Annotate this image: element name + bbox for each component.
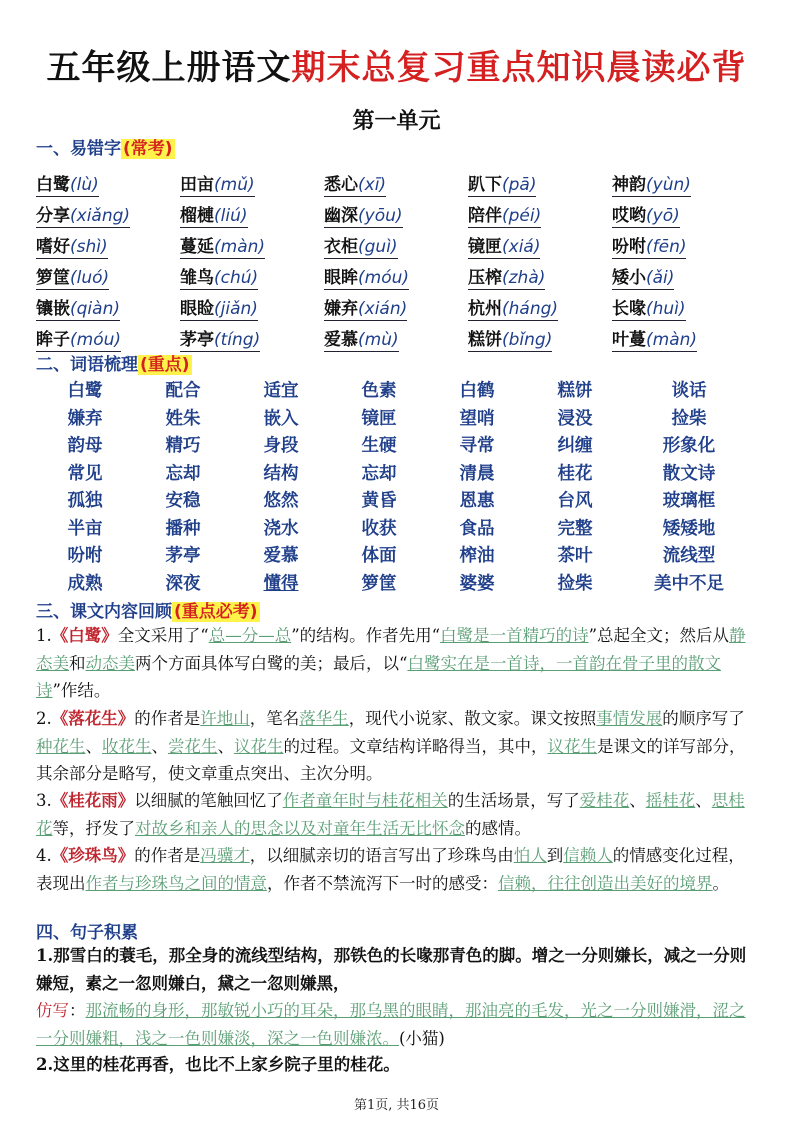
key-point: 冯骥才: [200, 846, 250, 865]
text: 的生活场景，写了: [447, 791, 580, 810]
text: 两个方面具体写白鹭的美；最后，以“: [135, 653, 408, 673]
key-point: 怕人: [513, 846, 547, 865]
vocab-word: 身段: [263, 436, 299, 457]
text: 的感情。: [465, 818, 531, 838]
char-entry: [324, 170, 468, 195]
chars-row: [36, 226, 756, 257]
vocab-word: 韵母: [67, 436, 103, 457]
text: 等，抒发了: [52, 818, 135, 838]
vocab-word: 白鹭: [67, 381, 103, 402]
text: ：: [69, 1001, 86, 1020]
char-word: 糕饼: [468, 330, 502, 350]
char-entry: [36, 170, 180, 195]
char-entry-underline: [180, 206, 248, 228]
char-pinyin: (yùn): [646, 175, 691, 195]
char-pinyin: (bǐng): [502, 330, 553, 350]
char-entry-underline: [468, 206, 541, 228]
section-label: 一、易错字: [36, 139, 121, 159]
imitation-label: 仿写: [36, 1001, 69, 1020]
char-entry: [180, 263, 324, 288]
char-entry: [612, 294, 756, 319]
section-label: 三、课文内容回顾: [36, 602, 172, 622]
vocab-word: 恩惠: [459, 491, 495, 512]
vocab-word: 桂花: [557, 463, 593, 484]
vocab-row: [36, 514, 756, 542]
char-pinyin: (màn): [646, 330, 698, 350]
char-word: 幽深: [324, 206, 358, 226]
text: 、: [629, 791, 646, 810]
vocab-word: 配合: [165, 381, 201, 402]
char-entry-underline: [468, 330, 552, 352]
char-entry-underline: [324, 206, 403, 228]
vocab-word: 捡柴: [671, 408, 707, 429]
vocab-word: 白鹤: [459, 381, 495, 402]
char-entry: [468, 263, 612, 288]
char-entry: [324, 325, 468, 350]
vocab-word: 吩咐: [67, 546, 103, 567]
char-entry: [612, 201, 756, 226]
vocab-word: 糕饼: [557, 381, 593, 402]
chars-row: [36, 319, 756, 350]
key-point: 种花生: [36, 736, 86, 756]
vocab-word: 镜匣: [361, 408, 397, 429]
char-word: 陪伴: [468, 206, 502, 226]
char-entry-underline: [180, 330, 260, 352]
key-point: 思桂花: [36, 791, 745, 838]
char-pinyin: (móu): [70, 330, 121, 350]
vocab-word: 美中不足: [654, 573, 724, 594]
char-word: 茅亭: [180, 330, 214, 350]
char-word: 嫌弃: [324, 299, 358, 319]
key-point: 议花生: [234, 736, 284, 756]
char-entry: [324, 201, 468, 226]
char-entry: [612, 325, 756, 350]
char-pinyin: (xiǎng): [70, 206, 131, 226]
char-pinyin: (luó): [70, 268, 110, 288]
chars-row: [36, 288, 756, 319]
vocab-word: 深夜: [165, 573, 201, 594]
char-entry: [468, 325, 612, 350]
char-word: 田亩: [180, 175, 214, 195]
char-entry-underline: [180, 175, 255, 197]
char-entry-underline: [612, 299, 686, 321]
char-pinyin: (háng): [502, 299, 559, 319]
vocab-word: 生硬: [361, 436, 397, 457]
char-pinyin: (fēn): [646, 237, 687, 257]
char-word: 眼眸: [324, 268, 358, 288]
char-entry-underline: [324, 299, 407, 321]
char-entry: [612, 170, 756, 195]
chars-row: [36, 195, 756, 226]
char-entry-underline: [468, 175, 536, 197]
char-entry-underline: [468, 299, 558, 321]
char-pinyin: (móu): [358, 268, 409, 288]
char-entry: [180, 232, 324, 257]
vocab-word: 茶叶: [557, 546, 593, 567]
char-word: 神韵: [612, 175, 646, 195]
char-entry: [180, 201, 324, 226]
char-entry-underline: [36, 330, 121, 352]
text: ，笔名: [249, 709, 300, 728]
char-entry-underline: [36, 175, 99, 197]
vocab-word: 箩筐: [361, 573, 397, 594]
char-entry: [324, 294, 468, 319]
lesson-title: 《白鹭》: [51, 626, 118, 645]
char-word: 镶嵌: [36, 299, 70, 319]
vocab-word: 婆婆: [459, 573, 495, 594]
error-prone-chars-grid: [36, 164, 756, 350]
text: ，现代小说家、散文家。课文按照: [348, 709, 597, 728]
vocab-word: 安稳: [165, 491, 201, 512]
char-word: 趴下: [468, 175, 502, 195]
sentence-2: 2.这里的桂花再香，也比不上家乡院子里的桂花。: [36, 1055, 400, 1074]
char-pinyin: (qiàn): [70, 299, 120, 319]
vocab-word: 流线型: [662, 546, 716, 567]
vocab-row: [36, 404, 756, 432]
char-word: 白鹭: [36, 175, 70, 195]
section-tag: (重点必考): [174, 602, 258, 622]
vocab-word: 结构: [263, 463, 299, 484]
text: 的过程。文章结构详略得当，其中，: [283, 736, 548, 756]
char-pinyin: (mǔ): [214, 175, 255, 195]
text: 。: [712, 873, 729, 893]
char-pinyin: (liú): [214, 206, 248, 226]
char-entry-underline: [324, 175, 386, 197]
char-word: 镜匣: [468, 237, 502, 257]
char-pinyin: (tíng): [214, 330, 261, 350]
vocab-word: 谈话: [671, 381, 707, 402]
char-entry: [36, 232, 180, 257]
char-entry: [468, 232, 612, 257]
vocab-word: 形象化: [662, 436, 716, 457]
char-word: 压榨: [468, 268, 502, 288]
vocab-word: 捡柴: [557, 573, 593, 594]
vocab-word: 懂得: [263, 573, 299, 594]
char-pinyin: (ǎi): [646, 268, 675, 288]
title-red-part: 期末总复习重点知识晨读必背: [291, 48, 747, 88]
char-word: 叶蔓: [612, 330, 646, 350]
char-entry-underline: [324, 237, 398, 259]
char-pinyin: (màn): [214, 237, 266, 257]
key-point: 尝花生: [168, 736, 218, 756]
text: 、: [217, 736, 234, 756]
char-entry-underline: [612, 175, 691, 197]
char-pinyin: (pā): [502, 175, 537, 195]
char-word: 爱慕: [324, 330, 358, 350]
vocab-word: 播种: [165, 518, 201, 539]
section-tag: (常考): [123, 139, 173, 159]
vocab-word: 收获: [361, 518, 397, 539]
vocab-word: 常见: [67, 463, 103, 484]
char-entry-underline: [324, 330, 399, 352]
section-heading-error-prone-chars: [36, 134, 175, 159]
lesson-title: 《珍珠鸟》: [51, 846, 135, 865]
char-entry: [612, 232, 756, 257]
item-number: 3.: [36, 791, 52, 810]
vocab-row: [36, 486, 756, 514]
char-pinyin: (yō): [646, 206, 680, 226]
char-entry-underline: [180, 299, 258, 321]
char-pinyin: (chú): [214, 268, 259, 288]
char-pinyin: (xī): [358, 175, 387, 195]
vocab-word: 食品: [459, 518, 495, 539]
key-point: 白鹭是一首精巧的诗: [440, 626, 589, 645]
char-entry: [324, 232, 468, 257]
char-entry: [180, 170, 324, 195]
char-entry-underline: [36, 268, 109, 290]
vocabulary-grid: [36, 376, 756, 596]
char-pinyin: (lù): [70, 175, 99, 195]
char-entry: [36, 263, 180, 288]
vocab-row: [36, 459, 756, 487]
char-entry: [612, 263, 756, 288]
vocab-row: [36, 569, 756, 597]
section-label: 四、句子积累: [36, 923, 138, 943]
key-point: 爱桂花: [579, 791, 630, 810]
text: 是课文的详写部分，其余部分是略写，使文章重点突出、主次分明。: [36, 736, 746, 783]
unit-heading: 第一单元: [352, 108, 441, 134]
imitation-writing: [36, 997, 758, 1052]
char-pinyin: (zhà): [502, 268, 546, 288]
page-footer: 第1页, 共16页: [353, 1098, 440, 1113]
vocab-word: 孤独: [67, 491, 103, 512]
char-entry-underline: [468, 237, 540, 259]
char-word: 嗜好: [36, 237, 70, 257]
char-pinyin: (huì): [646, 299, 686, 319]
review-paragraph-3: [36, 787, 758, 842]
key-point: 摇桂花: [645, 791, 696, 810]
key-point: 议花生: [547, 736, 597, 756]
char-entry-underline: [36, 206, 130, 228]
key-point: 动态美: [85, 653, 135, 673]
text: 、: [151, 736, 168, 756]
section-tag: (重点): [140, 355, 190, 375]
vocab-word: 色素: [361, 381, 397, 402]
char-pinyin: (shì): [70, 237, 108, 257]
vocab-row: [36, 431, 756, 459]
vocab-word: 忘却: [165, 463, 201, 484]
char-entry: [36, 201, 180, 226]
vocab-word: 寻常: [459, 436, 495, 457]
char-pinyin: (xiá): [502, 237, 541, 257]
text: 以细腻的笔触回忆了: [134, 791, 283, 810]
vocab-word: 台风: [557, 491, 593, 512]
text: ”总起全文；然后从: [588, 626, 729, 645]
char-word: 矮小: [612, 268, 646, 288]
section-heading-text-review: [36, 597, 260, 622]
review-paragraph-2: [36, 705, 758, 788]
vocab-word: 适宜: [263, 381, 299, 402]
char-word: 衣柜: [324, 237, 358, 257]
vocab-word: 茅亭: [165, 546, 201, 567]
char-word: 悉心: [324, 175, 358, 195]
char-entry-underline: [180, 268, 258, 290]
text: 、: [695, 791, 712, 810]
char-entry-underline: [612, 268, 674, 290]
char-entry-underline: [324, 268, 409, 290]
vocab-word: 黄昏: [361, 491, 397, 512]
char-entry: [180, 325, 324, 350]
char-entry-underline: [612, 330, 697, 352]
char-entry: [468, 201, 612, 226]
char-word: 眸子: [36, 330, 70, 350]
char-word: 榴槤: [180, 206, 214, 226]
page-title: [0, 40, 793, 89]
vocab-word: 精巧: [165, 436, 201, 457]
key-point: 对故乡和亲人的思念以及对童年生活无比怀念: [135, 818, 465, 838]
vocab-word: 纠缠: [557, 436, 593, 457]
text: 的作者是: [134, 709, 201, 728]
vocab-word: 嫌弃: [67, 408, 103, 429]
text: 全文采用了“: [117, 626, 209, 645]
char-pinyin: (mù): [358, 330, 399, 350]
vocab-word: 忘却: [361, 463, 397, 484]
text: ，以细腻亲切的语言写出了珍珠鸟由: [249, 846, 514, 865]
char-word: 杭州: [468, 299, 502, 319]
item-number: 1.: [36, 626, 52, 645]
char-entry-underline: [36, 299, 120, 321]
key-point: 许地山: [200, 709, 250, 728]
vocab-word: 半亩: [67, 518, 103, 539]
char-pinyin: (yōu): [358, 206, 403, 226]
chars-row: [36, 164, 756, 195]
imitation-text: 那流畅的身形，那敏锐小巧的耳朵，那乌黑的眼睛，那油亮的毛发，光之一分则嫌滑，涩之一分则嫌粗，浅之一色则嫌淡，深之一色则嫌浓。: [36, 1001, 746, 1048]
char-entry: [180, 294, 324, 319]
char-word: 箩筐: [36, 268, 70, 288]
char-entry-underline: [612, 237, 686, 259]
vocab-word: 矮矮地: [662, 518, 716, 539]
char-pinyin: (guì): [358, 237, 398, 257]
section-heading-sentences: [36, 918, 138, 943]
char-word: 蔓延: [180, 237, 214, 257]
char-entry: [468, 294, 612, 319]
vocab-word: 完整: [557, 518, 593, 539]
key-point: 作者童年时与桂花相关: [282, 791, 448, 810]
vocab-row: [36, 541, 756, 569]
lesson-title: 《落花生》: [51, 709, 135, 728]
text: ”的结构。作者先用“: [291, 626, 441, 645]
vocab-word: 散文诗: [662, 463, 716, 484]
vocab-word: 爱慕: [263, 546, 299, 567]
char-entry: [468, 170, 612, 195]
key-point: 信赖人: [563, 846, 613, 865]
key-point: 总—分—总: [208, 626, 292, 645]
char-entry-underline: [612, 206, 680, 228]
text: ”作结。: [52, 681, 111, 700]
section-heading-vocabulary: [36, 350, 192, 375]
char-word: 眼睑: [180, 299, 214, 319]
key-point: 白鹭实在是一首诗，一首韵在骨子里的散文诗: [36, 653, 721, 700]
vocab-word: 望哨: [459, 408, 495, 429]
char-entry-underline: [468, 268, 545, 290]
char-word: 雏鸟: [180, 268, 214, 288]
vocab-word: 体面: [361, 546, 397, 567]
imitation-note: (小猫): [399, 1028, 445, 1048]
item-number: 2.: [36, 709, 52, 728]
sentence-1: 1.那雪白的蓑毛，那全身的流线型结构，那铁色的长喙那青色的脚。增之一分则嫌长，减之一分则嫌短，素之一忽则嫌白，黛之一忽则嫌黑，: [36, 946, 747, 993]
text: 的作者是: [134, 846, 201, 865]
char-pinyin: (jiǎn): [214, 299, 258, 319]
text: 、: [85, 736, 102, 756]
section-label: 二、词语梳理: [36, 355, 138, 375]
lesson-title: 《桂花雨》: [51, 791, 135, 810]
key-point: 信赖，往往创造出美好的境界: [498, 873, 713, 893]
char-entry: [36, 294, 180, 319]
text: ，作者不禁流泻下一时的感受：: [267, 873, 498, 893]
key-point: 静态美: [36, 626, 746, 673]
text: 的情感变化过程，表现出: [36, 846, 745, 893]
review-paragraph-4: [36, 842, 758, 897]
char-word: 吩咐: [612, 237, 646, 257]
text: 到: [546, 846, 564, 865]
char-pinyin: (péi): [502, 206, 542, 226]
char-entry: [324, 263, 468, 288]
vocab-word: 姓朱: [165, 408, 201, 429]
key-point: 作者与珍珠鸟之间的情意: [85, 873, 267, 893]
vocab-word: 嵌入: [263, 408, 299, 429]
vocab-word: 悠然: [263, 491, 299, 512]
char-word: 分享: [36, 206, 70, 226]
key-point: 收花生: [102, 736, 152, 756]
vocab-word: 浇水: [263, 518, 299, 539]
vocab-word: 成熟: [67, 573, 103, 594]
text: 和: [69, 653, 86, 673]
review-paragraph-1: [36, 622, 758, 705]
key-point: 事情发展: [596, 709, 663, 728]
vocab-word: 浸没: [557, 408, 593, 429]
char-entry: [36, 325, 180, 350]
chars-row: [36, 257, 756, 288]
char-entry-underline: [180, 237, 265, 259]
char-word: 长喙: [612, 299, 646, 319]
vocab-row: [36, 376, 756, 404]
vocab-word: 清晨: [459, 463, 495, 484]
text: 的顺序写了: [662, 709, 745, 728]
char-pinyin: (xián): [358, 299, 408, 319]
char-entry-underline: [36, 237, 108, 259]
char-word: 哎哟: [612, 206, 646, 226]
vocab-word: 榨油: [459, 546, 495, 567]
vocab-word: 玻璃框: [662, 491, 716, 512]
key-point: 落华生: [299, 709, 349, 728]
title-black-part: 五年级上册语文: [46, 48, 292, 88]
item-number: 4.: [36, 846, 52, 865]
